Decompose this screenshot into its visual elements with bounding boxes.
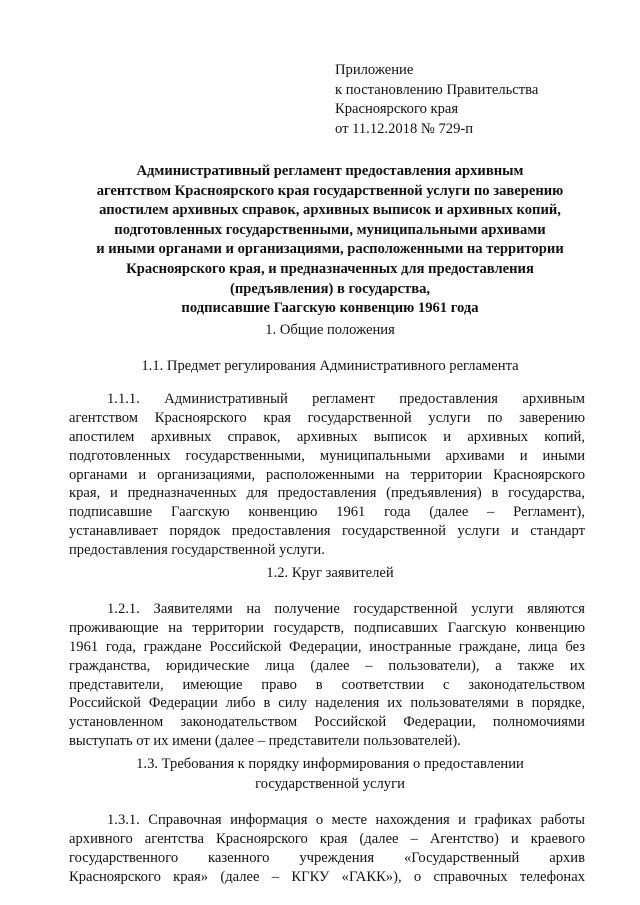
- section-heading-text: государственной услуги: [255, 775, 405, 792]
- title-line: (предъявления) в государства,: [229, 280, 431, 297]
- paragraph-line: гражданства, юридические лица (далее – пользователи), а также их: [69, 657, 585, 674]
- paragraph-line: Красноярского края» (далее – КГКУ «ГАКК»), о справочных телефонах: [69, 868, 585, 885]
- title-line: и иными органами и организациями, расположенными на территории: [96, 241, 564, 258]
- paragraph-1-1-1: [69, 390, 585, 560]
- document-title: [50, 162, 610, 319]
- title-line: Красноярского края, и предназначенных для предоставления: [126, 260, 534, 277]
- section-heading-text: 1. Общие положения: [265, 322, 395, 338]
- title-line: Административный регламент предоставления архивным: [136, 163, 524, 179]
- paragraph-line: органами и организациями, расположенными на территории Красноярского: [69, 466, 585, 483]
- section-heading-text: 1.3. Требования к порядку информирования о предоставлении: [136, 756, 524, 772]
- appendix-line: к постановлению Правительства: [335, 81, 539, 98]
- section-1-heading: [50, 321, 610, 341]
- paragraph-line: архивного агентства Красноярского края (далее – Агентство) и краевого: [69, 830, 585, 847]
- title-line: подписавшие Гаагскую конвенцию 1961 года: [181, 300, 479, 317]
- appendix-line: от 11.12.2018 № 729-п: [335, 120, 474, 137]
- paragraph-line: выступать от их имени (далее – представители пользователей).: [69, 733, 461, 750]
- paragraph-line: 1.2.1. Заявителями на получение государственной услуги являются: [107, 601, 585, 617]
- section-1-2-heading: [50, 564, 610, 584]
- section-heading-text: 1.1. Предмет регулирования Административного регламента: [141, 358, 519, 374]
- paragraph-line: апостилем архивных справок, архивных выписок и архивных копий,: [69, 428, 585, 445]
- title-line: подготовленных государственными, муниципальными архивами: [114, 221, 546, 238]
- paragraph-line: подготовленных государственными, муниципальными архивами и иными: [69, 447, 585, 464]
- appendix-line: Приложение: [335, 62, 414, 78]
- title-line: апостилем архивных справок, архивных выписок и архивных копий,: [99, 202, 561, 219]
- appendix-block: [335, 61, 615, 139]
- paragraph-line: проживающие на территории государств, подписавших Гаагскую конвенцию: [69, 619, 585, 636]
- paragraph-line: подписавшие Гаагскую конвенцию 1961 года (далее – Регламент),: [69, 504, 585, 521]
- paragraph-line: края, и предназначенных для предоставления (предъявления) в государства,: [69, 485, 585, 502]
- paragraph-line: представители, имеющие право в соответствии с законодательством: [69, 676, 585, 693]
- section-heading-text: 1.2. Круг заявителей: [266, 565, 394, 581]
- title-line: агентством Красноярского края государственной услуги по заверению: [96, 182, 564, 199]
- paragraph-line: 1961 года, граждане Российской Федерации, иностранные граждане, лица без: [69, 638, 585, 655]
- paragraph-line: агентством Красноярского края государственной услуги по заверению: [69, 409, 585, 426]
- paragraph-line: Российской Федерации либо в силу наделения их пользователями в порядке,: [69, 695, 585, 712]
- paragraph-1-3-1: [69, 811, 585, 887]
- paragraph-line: предоставления государственной услуги.: [69, 542, 325, 559]
- paragraph-line: устанавливает порядок предоставления государственной услуги и стандарт: [69, 523, 585, 540]
- section-1-1-heading: [50, 357, 610, 377]
- section-1-3-heading: [50, 755, 610, 794]
- appendix-line: Красноярского края: [335, 101, 459, 117]
- paragraph-line: 1.3.1. Справочная информация о месте нахождения и графиках работы: [107, 812, 585, 828]
- paragraph-line: государственного казенного учреждения «Государственный архив: [69, 849, 585, 866]
- paragraph-line: установленном законодательством Российской Федерации, полномочиями: [69, 714, 585, 731]
- paragraph-1-2-1: [69, 600, 585, 751]
- paragraph-line: 1.1.1. Административный регламент предоставления архивным: [107, 391, 585, 407]
